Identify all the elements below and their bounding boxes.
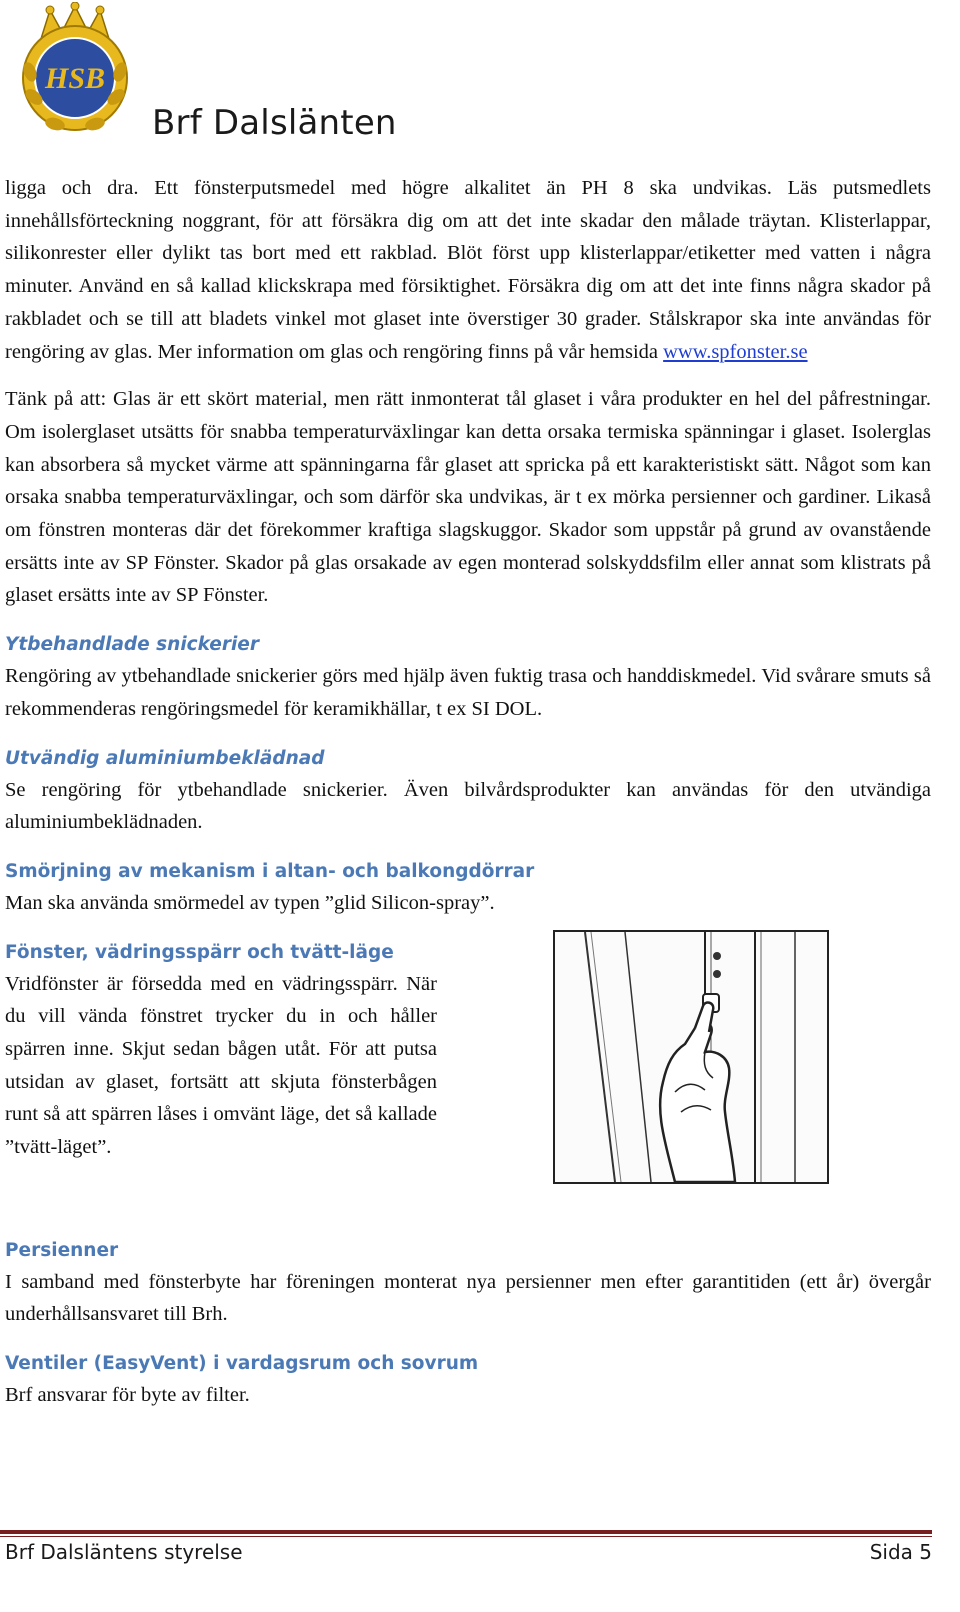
section-heading: Smörjning av mekanism i altan- och balkongdörrar xyxy=(5,860,535,882)
section-text: Vridfönster är försedda med en vädringsspärr. När du vill vända fönstret trycker du in och håller spärren inne. Skjut sedan bågen utåt. För att putsa utsidan av glaset, fortsätt att skjuta fönsterbågen runt så att spärren låses i omvänt läge, det så kallade ”tvätt-läget”. xyxy=(5,972,437,1159)
section-heading: Ventiler (EasyVent) i vardagsrum och sovrum xyxy=(5,1353,479,1375)
page-number: Sida 5 xyxy=(869,1540,932,1564)
section-ytbehandlade xyxy=(5,630,931,725)
section-heading: Persienner xyxy=(5,1239,119,1261)
section-text: I samband med fönsterbyte har föreningen monterat nya persienner men efter garantitiden (ett år) övergår underhållsansvaret till Brh. xyxy=(5,1270,931,1326)
section-ventiler xyxy=(5,1349,931,1412)
hsb-logo xyxy=(10,2,140,132)
intro-paragraph xyxy=(5,172,931,368)
window-latch-illustration xyxy=(553,930,829,1184)
page-header xyxy=(0,0,960,160)
document-body xyxy=(5,172,931,1412)
section-heading: Fönster, vädringsspärr och tvätt-läge xyxy=(5,941,394,963)
footer-divider-thin xyxy=(0,1536,932,1537)
section-persienner xyxy=(5,1236,931,1331)
section-text: Man ska använda smörmedel av typen ”glid Silicon-spray”. xyxy=(5,891,495,914)
footer-organization: Brf Dalsläntens styrelse xyxy=(5,1540,243,1564)
section-text: Brf ansvarar för byte av filter. xyxy=(5,1384,250,1407)
section-heading: Utvändig aluminiumbeklädnad xyxy=(5,747,325,769)
page-title: Brf Dalslänten xyxy=(152,103,397,143)
section-smorjning xyxy=(5,857,931,920)
hand-pressing-latch-icon xyxy=(555,932,827,1182)
section-text: Se rengöring för ytbehandlade snickerier. Även bilvårdsprodukter kan användas för den utvändiga aluminiumbeklädnaden. xyxy=(5,778,931,834)
logo-text: HSB xyxy=(44,62,106,95)
section-text: Rengöring av ytbehandlade snickerier görs med hjälp även fuktig trasa och handdiskmedel. Vid svårare smuts så rekommenderas rengöringsmedel för keramikhällar, t ex SI DOL. xyxy=(5,665,931,720)
section-heading: Ytbehandlade snickerier xyxy=(5,634,259,656)
footer-divider-thick xyxy=(0,1530,932,1534)
spfonster-link[interactable]: www.spfonster.se xyxy=(663,340,808,363)
section-aluminium xyxy=(5,744,931,839)
intro-text: ligga och dra. Ett fönsterputsmedel med högre alkalitet än PH 8 ska undvikas. Läs putsmedlets innehållsförteckning noggrant, för att försäkra dig om att det inte skadar den målade träytan. Klisterlappar, silikonrester eller dylikt tas bort med ett rakblad. Blöt först upp klisterlappar/etiketter med vatten i några minuter. Använd en så kallad klickskrapa med försiktighet. Försäkra dig om att det inte finns några skador på rakbladet och se till att bladets vinkel mot glaset inte överstiger 30 grader. Stålskrapor ska inte användas för rengöring av glas. Mer information om glas och rengöring finns på vår hemsida xyxy=(5,177,931,363)
glass-note-paragraph: Tänk på att: Glas är ett skört material, men rätt inmonterat tål glaset i våra produkter en hel del påfrestningar. Om isolerglaset utsätts för snabba temperaturväxlingar kan detta orsaka termiska spänningar i glaset. Isolerglas kan absorbera så mycket värme att spänningarna får glaset att spricka på ett karakteristiskt sätt. Något som kan orsaka snabba temperaturväxlingar, och som därför ska undvikas, är t ex mörka persienner och gardiner. Likaså om fönstren monteras där det förekommer kraftiga slagskuggor. Skador som uppstår på grund av ovanstående ersätts inte av SP Fönster. Skador på glas orsakade av egen monterad solskyddsfilm eller annat som klistrats på glaset ersätts inte av SP Fönster. xyxy=(5,388,931,607)
section-fonster xyxy=(5,938,931,1218)
